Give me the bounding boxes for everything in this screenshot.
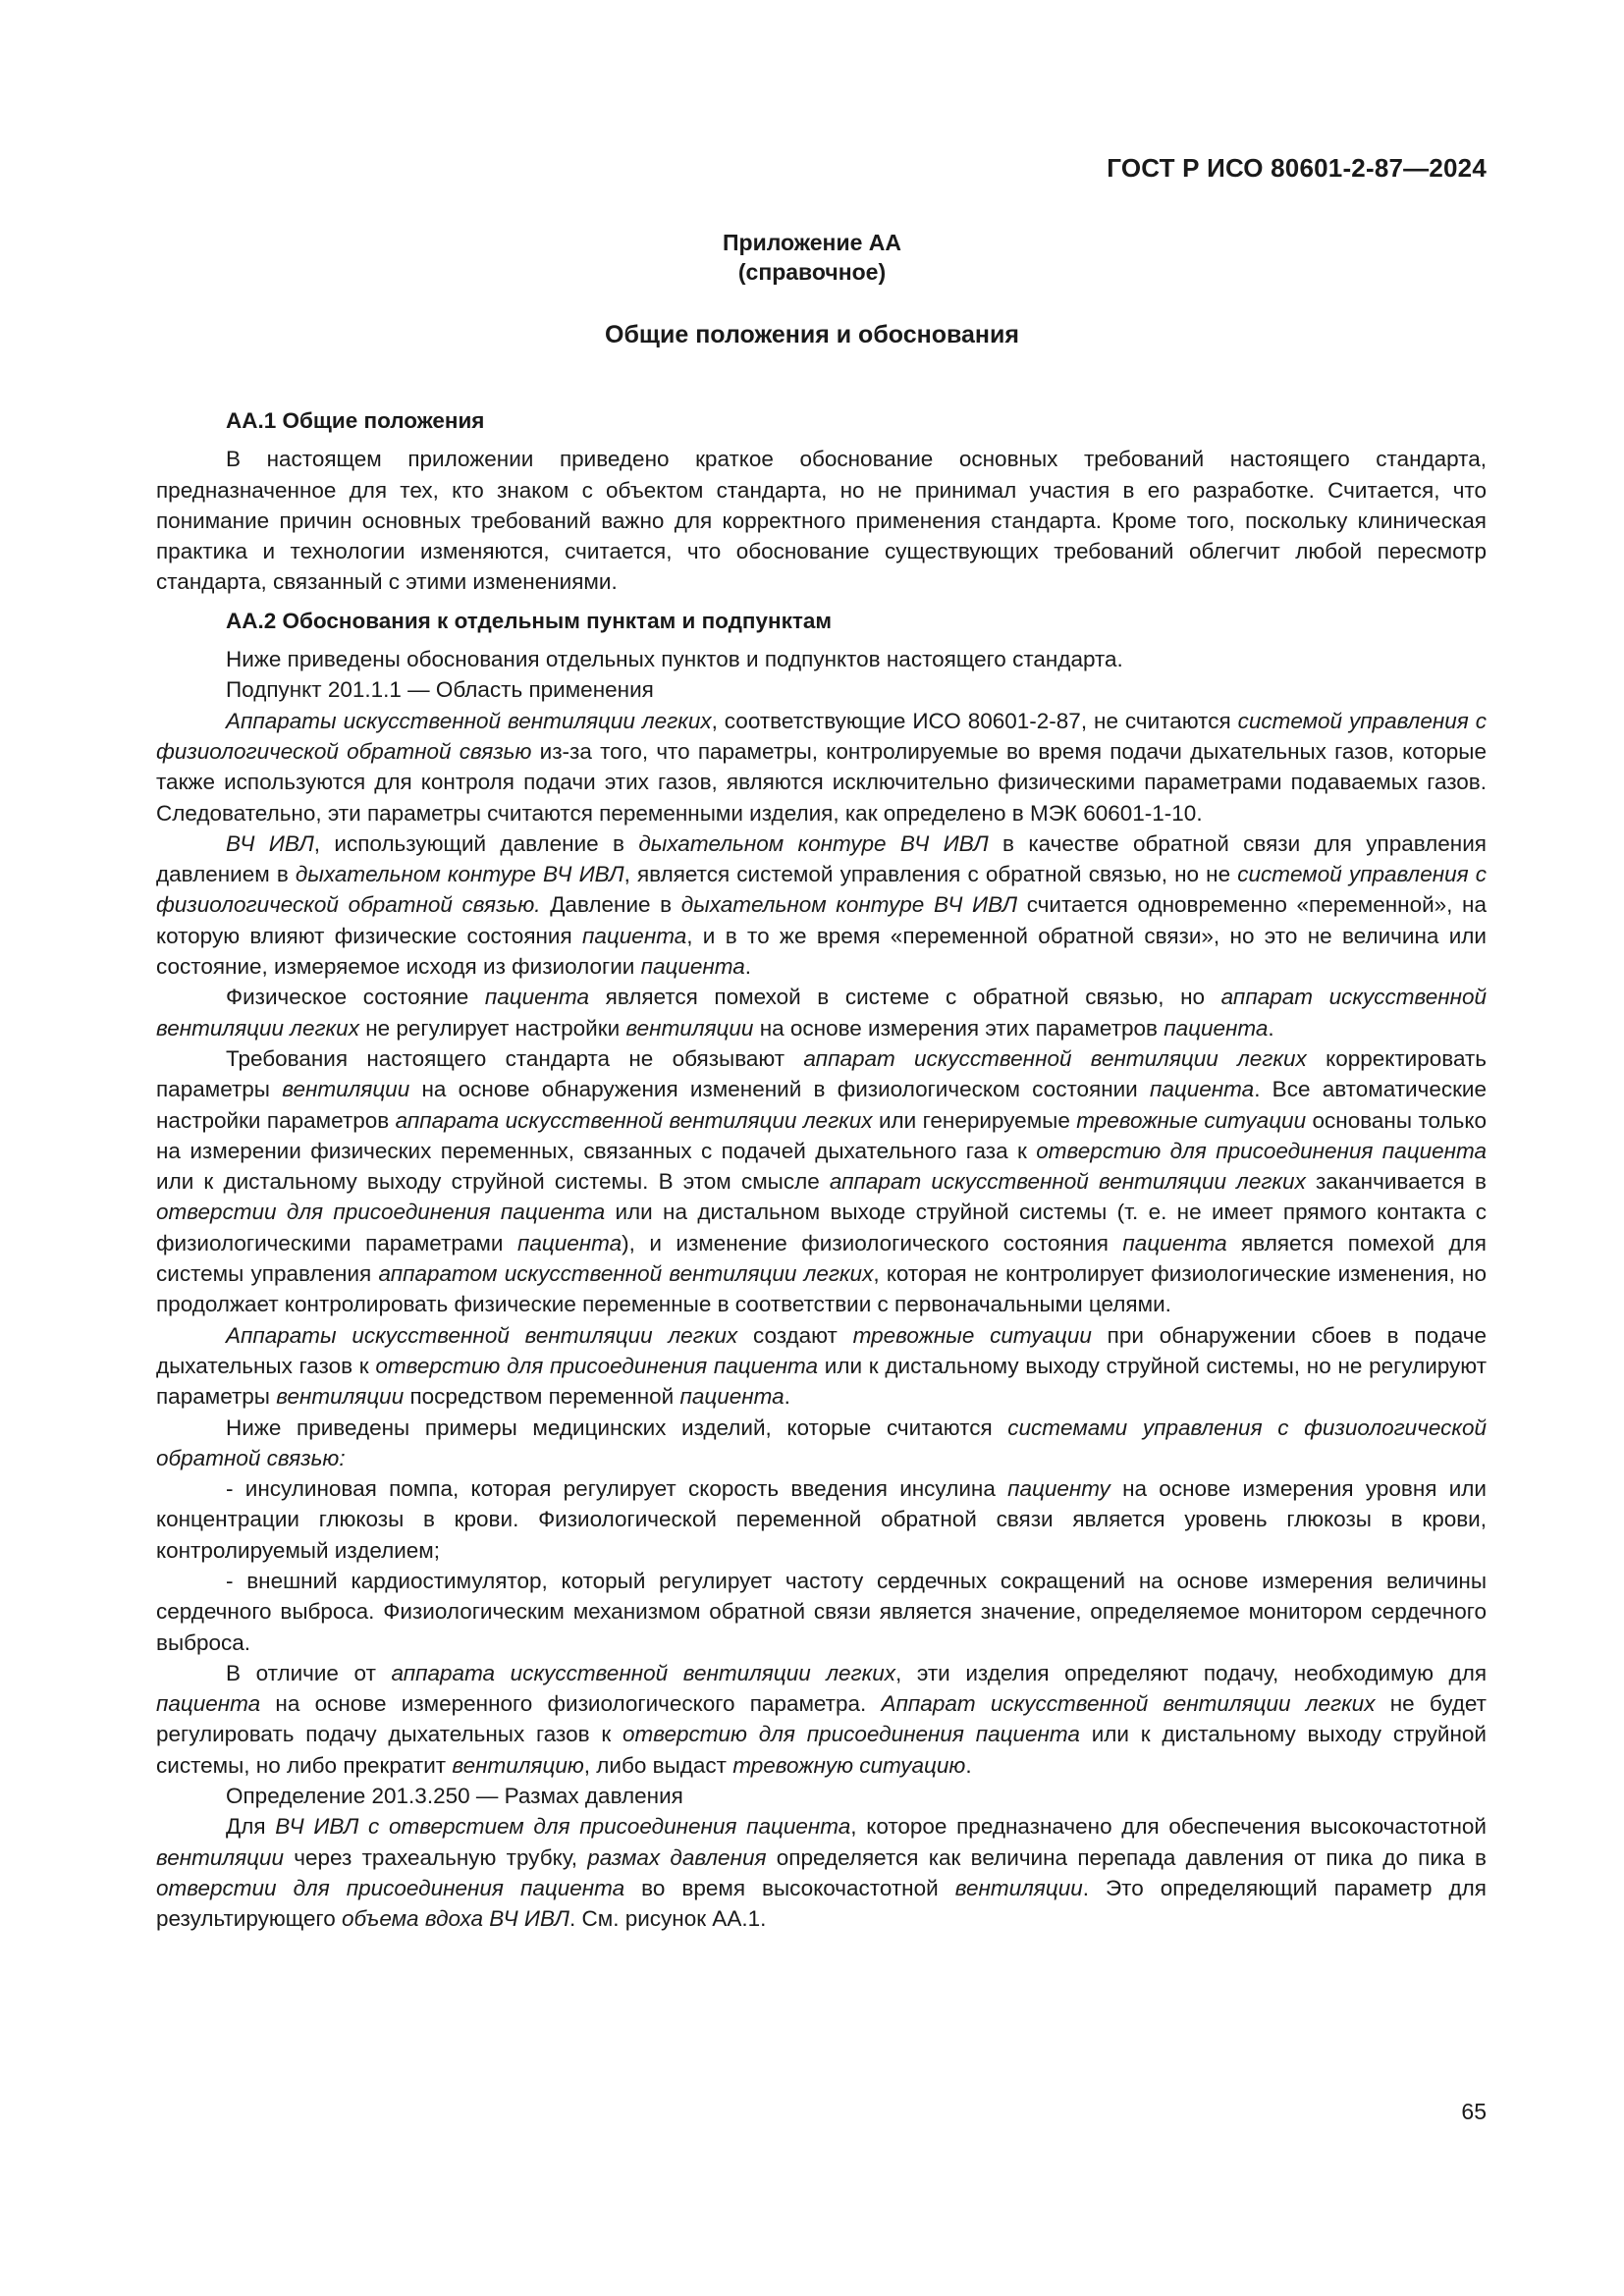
italic-term: пациенту xyxy=(1007,1476,1110,1502)
italic-term: пациента xyxy=(1122,1230,1227,1255)
document-title: Общие положения и обоснования xyxy=(605,321,1019,348)
italic-term: пациента xyxy=(516,1230,623,1255)
italic-term: вентиляции xyxy=(276,1384,405,1410)
italic-term: отверстии для присоединения пациента xyxy=(156,1200,606,1225)
italic-term: ВЧ ИВЛ с отверстием для присоединения пациента xyxy=(275,1814,851,1840)
italic-term: аппарат искусственной вентиляции легких xyxy=(829,1169,1306,1195)
italic-term: отверстии для присоединения пациента xyxy=(156,1875,625,1900)
italic-term: вентиляции xyxy=(156,1844,285,1870)
italic-term: пациента xyxy=(1164,1015,1269,1041)
italic-term: пациента xyxy=(156,1691,261,1717)
italic-term: объема вдоха ВЧ ИВЛ xyxy=(341,1906,569,1932)
standard-id-header: ГОСТ Р ИСО 80601-2-87—2024 xyxy=(1107,153,1487,183)
subclause-title: Определение 201.3.250 — Размах давления xyxy=(226,1784,683,1809)
page-number: 65 xyxy=(1461,2099,1487,2124)
italic-term: вентиляции xyxy=(282,1077,410,1102)
document-body xyxy=(156,398,1487,1935)
italic-term: Аппарат искусственной вентиляции легких xyxy=(881,1691,1376,1717)
italic-term: системами управления с физиологической обратной связью: xyxy=(156,1415,1488,1470)
italic-term: Аппараты искусственной вентиляции легких xyxy=(226,1322,738,1348)
italic-term: системой управления с физиологической обратной связью xyxy=(156,708,1487,764)
italic-term: вентиляцию xyxy=(452,1752,584,1778)
italic-term: вентиляции xyxy=(954,1875,1083,1900)
italic-term: аппаратом искусственной вентиляции легких xyxy=(378,1261,874,1287)
italic-term: пациента xyxy=(1150,1077,1255,1102)
italic-term: дыхательном контуре ВЧ ИВЛ xyxy=(295,862,624,887)
appendix-type: (справочное) xyxy=(737,259,887,285)
list-item: - внешний кардиостимулятор, который регулирует частоту сердечных сокращений на основе измерения величины сердечного выброса. Физиологическим механизмом обратной связи является значение, определяемое монитором сердечного выброса. xyxy=(156,1568,1487,1655)
italic-term: тревожные ситуации xyxy=(1076,1107,1307,1133)
paragraph: Требования настоящего стандарта не обязывают аппарат искусственной вентиляции легких корректировать параметры вентиляции на основе обнаружения изменений в физиологическом состоянии пациента. Все автоматические настройки параметров аппарата искусственной вентиляции легких или генерируемые тревожные ситуации основаны только на измерении физических переменных, связанных с подачей дыхательного газа к отверстию для присоединения пациента или к дистальному выходу струйной системы. В этом смысле аппарат искусственной вентиляции легких заканчивается в отверстии для присоединения пациента или на дистальном выходе струйной системы (т. е. не имеет прямого контакта с физиологическими параметрами пациента), и изменение физиологического состояния пациента является помехой для системы управления аппаратом искусственной вентиляции легких, которая не контролирует физиологические изменения, но продолжает контролировать физические переменные в соответствии с первоначальными целями. xyxy=(156,1045,1488,1317)
italic-term: аппарат искусственной вентиляции легких xyxy=(156,985,1488,1041)
italic-term: дыхательном контуре ВЧ ИВЛ xyxy=(680,892,1018,918)
section-heading: АА.2 Обоснования к отдельным пунктам и подпунктам xyxy=(226,608,833,633)
italic-term: отверстию для присоединения пациента xyxy=(375,1353,819,1378)
paragraph: Ниже приведены примеры медицинских изделий, которые считаются системами управления с физиологической обратной связью: xyxy=(156,1415,1488,1470)
italic-term: дыхательном контуре ВЧ ИВЛ xyxy=(638,830,989,856)
paragraph: Аппараты искусственной вентиляции легких, соответствующие ИСО 80601-2-87, не считаются системой управления с физиологической обратной связью из-за того, что параметры, контролируемые во время подачи дыхательных газов, которые также используются для контроля подачи этих газов, являются исключительно физическими параметрами подаваемых газов. Следовательно, эти параметры считаются переменными изделия, как определено в МЭК 60601-1-10. xyxy=(156,708,1487,826)
list-item: - инсулиновая помпа, которая регулирует скорость введения инсулина пациенту на основе измерения уровня или концентрации глюкозы в крови. Физиологической переменной обратной связи является уровень глюкозы в крови, контролируемый изделием; xyxy=(156,1476,1487,1563)
paragraph: Физическое состояние пациента является помехой в системе с обратной связью, но аппарат искусственной вентиляции легких не регулирует настройки вентиляции на основе измерения этих параметров пациента. xyxy=(156,985,1488,1041)
appendix-heading xyxy=(0,228,1624,287)
italic-term: пациента xyxy=(679,1384,785,1410)
italic-term: пациента xyxy=(640,954,745,980)
italic-term: пациента xyxy=(484,985,590,1010)
italic-term: Аппараты искусственной вентиляции легких xyxy=(226,708,712,733)
italic-term: отверстию для присоединения пациента xyxy=(623,1722,1080,1747)
italic-term: тревожные ситуации xyxy=(852,1322,1092,1348)
italic-term: размах давления xyxy=(587,1844,767,1870)
italic-term: аппарата искусственной вентиляции легких xyxy=(391,1660,896,1685)
italic-term: тревожную ситуацию xyxy=(732,1752,966,1778)
italic-term: ВЧ ИВЛ xyxy=(226,830,314,856)
paragraph: ВЧ ИВЛ, использующий давление в дыхательном контуре ВЧ ИВЛ в качестве обратной связи для управления давлением в дыхательном контуре ВЧ ИВЛ, является системой управления с обратной связью, но не системой управления с физиологической обратной связью. Давление в дыхательном контуре ВЧ ИВЛ считается одновременно «переменной», на которую влияют физические состояния пациента, и в то же время «переменной обратной связи», но это не величина или состояние, измеряемое исходя из физиологии пациента. xyxy=(156,830,1488,980)
italic-term: аппарата искусственной вентиляции легких xyxy=(395,1107,873,1133)
subclause-title: Подпункт 201.1.1 — Область применения xyxy=(226,677,654,703)
italic-term: аппарат искусственной вентиляции легких xyxy=(803,1045,1307,1071)
paragraph: Ниже приведены обоснования отдельных пунктов и подпунктов настоящего стандарта. xyxy=(226,647,1123,672)
italic-term: вентиляции xyxy=(625,1015,754,1041)
paragraph: В отличие от аппарата искусственной вентиляции легких, эти изделия определяют подачу, необходимую для пациента на основе измеренного физиологического параметра. Аппарат искусственной вентиляции легких не будет регулировать подачу дыхательных газов к отверстию для присоединения пациента или к дистальному выходу струйной системы, но либо прекратит вентиляцию, либо выдаст тревожную ситуацию. xyxy=(156,1660,1488,1778)
paragraph: Для ВЧ ИВЛ с отверстием для присоединения пациента, которое предназначено для обеспечения высокочастотной вентиляции через трахеальную трубку, размах давления определяется как величина перепада давления от пика до пика в отверстии для присоединения пациента во время высокочастотной вентиляции. Это определяющий параметр для результирующего объема вдоха ВЧ ИВЛ. См. рисунок АА.1. xyxy=(156,1814,1487,1932)
paragraph: В настоящем приложении приведено краткое обоснование основных требований настоящего стандарта, предназначенное для тех, кто знаком с объектом стандарта, но не принимал участия в его разработке. Считается, что понимание причин основных требований важно для корректного применения стандарта. Кроме того, поскольку клиническая практика и технологии изменяются, считается, что обоснование существующих требований облегчит любой пересмотр стандарта, связанный с этими изменениями. xyxy=(156,447,1487,595)
italic-term: системой управления с физиологической обратной связью. xyxy=(156,862,1487,918)
paragraph: Аппараты искусственной вентиляции легких создают тревожные ситуации при обнаружении сбоев в подаче дыхательных газов к отверстию для присоединения пациента или к дистальному выходу струйной системы, но не регулируют параметры вентиляции посредством переменной пациента. xyxy=(156,1322,1487,1410)
italic-term: пациента xyxy=(582,923,687,948)
appendix-title: Приложение АА xyxy=(722,230,901,255)
section-heading: АА.1 Общие положения xyxy=(226,408,485,433)
italic-term: отверстию для присоединения пациента xyxy=(1036,1138,1487,1163)
